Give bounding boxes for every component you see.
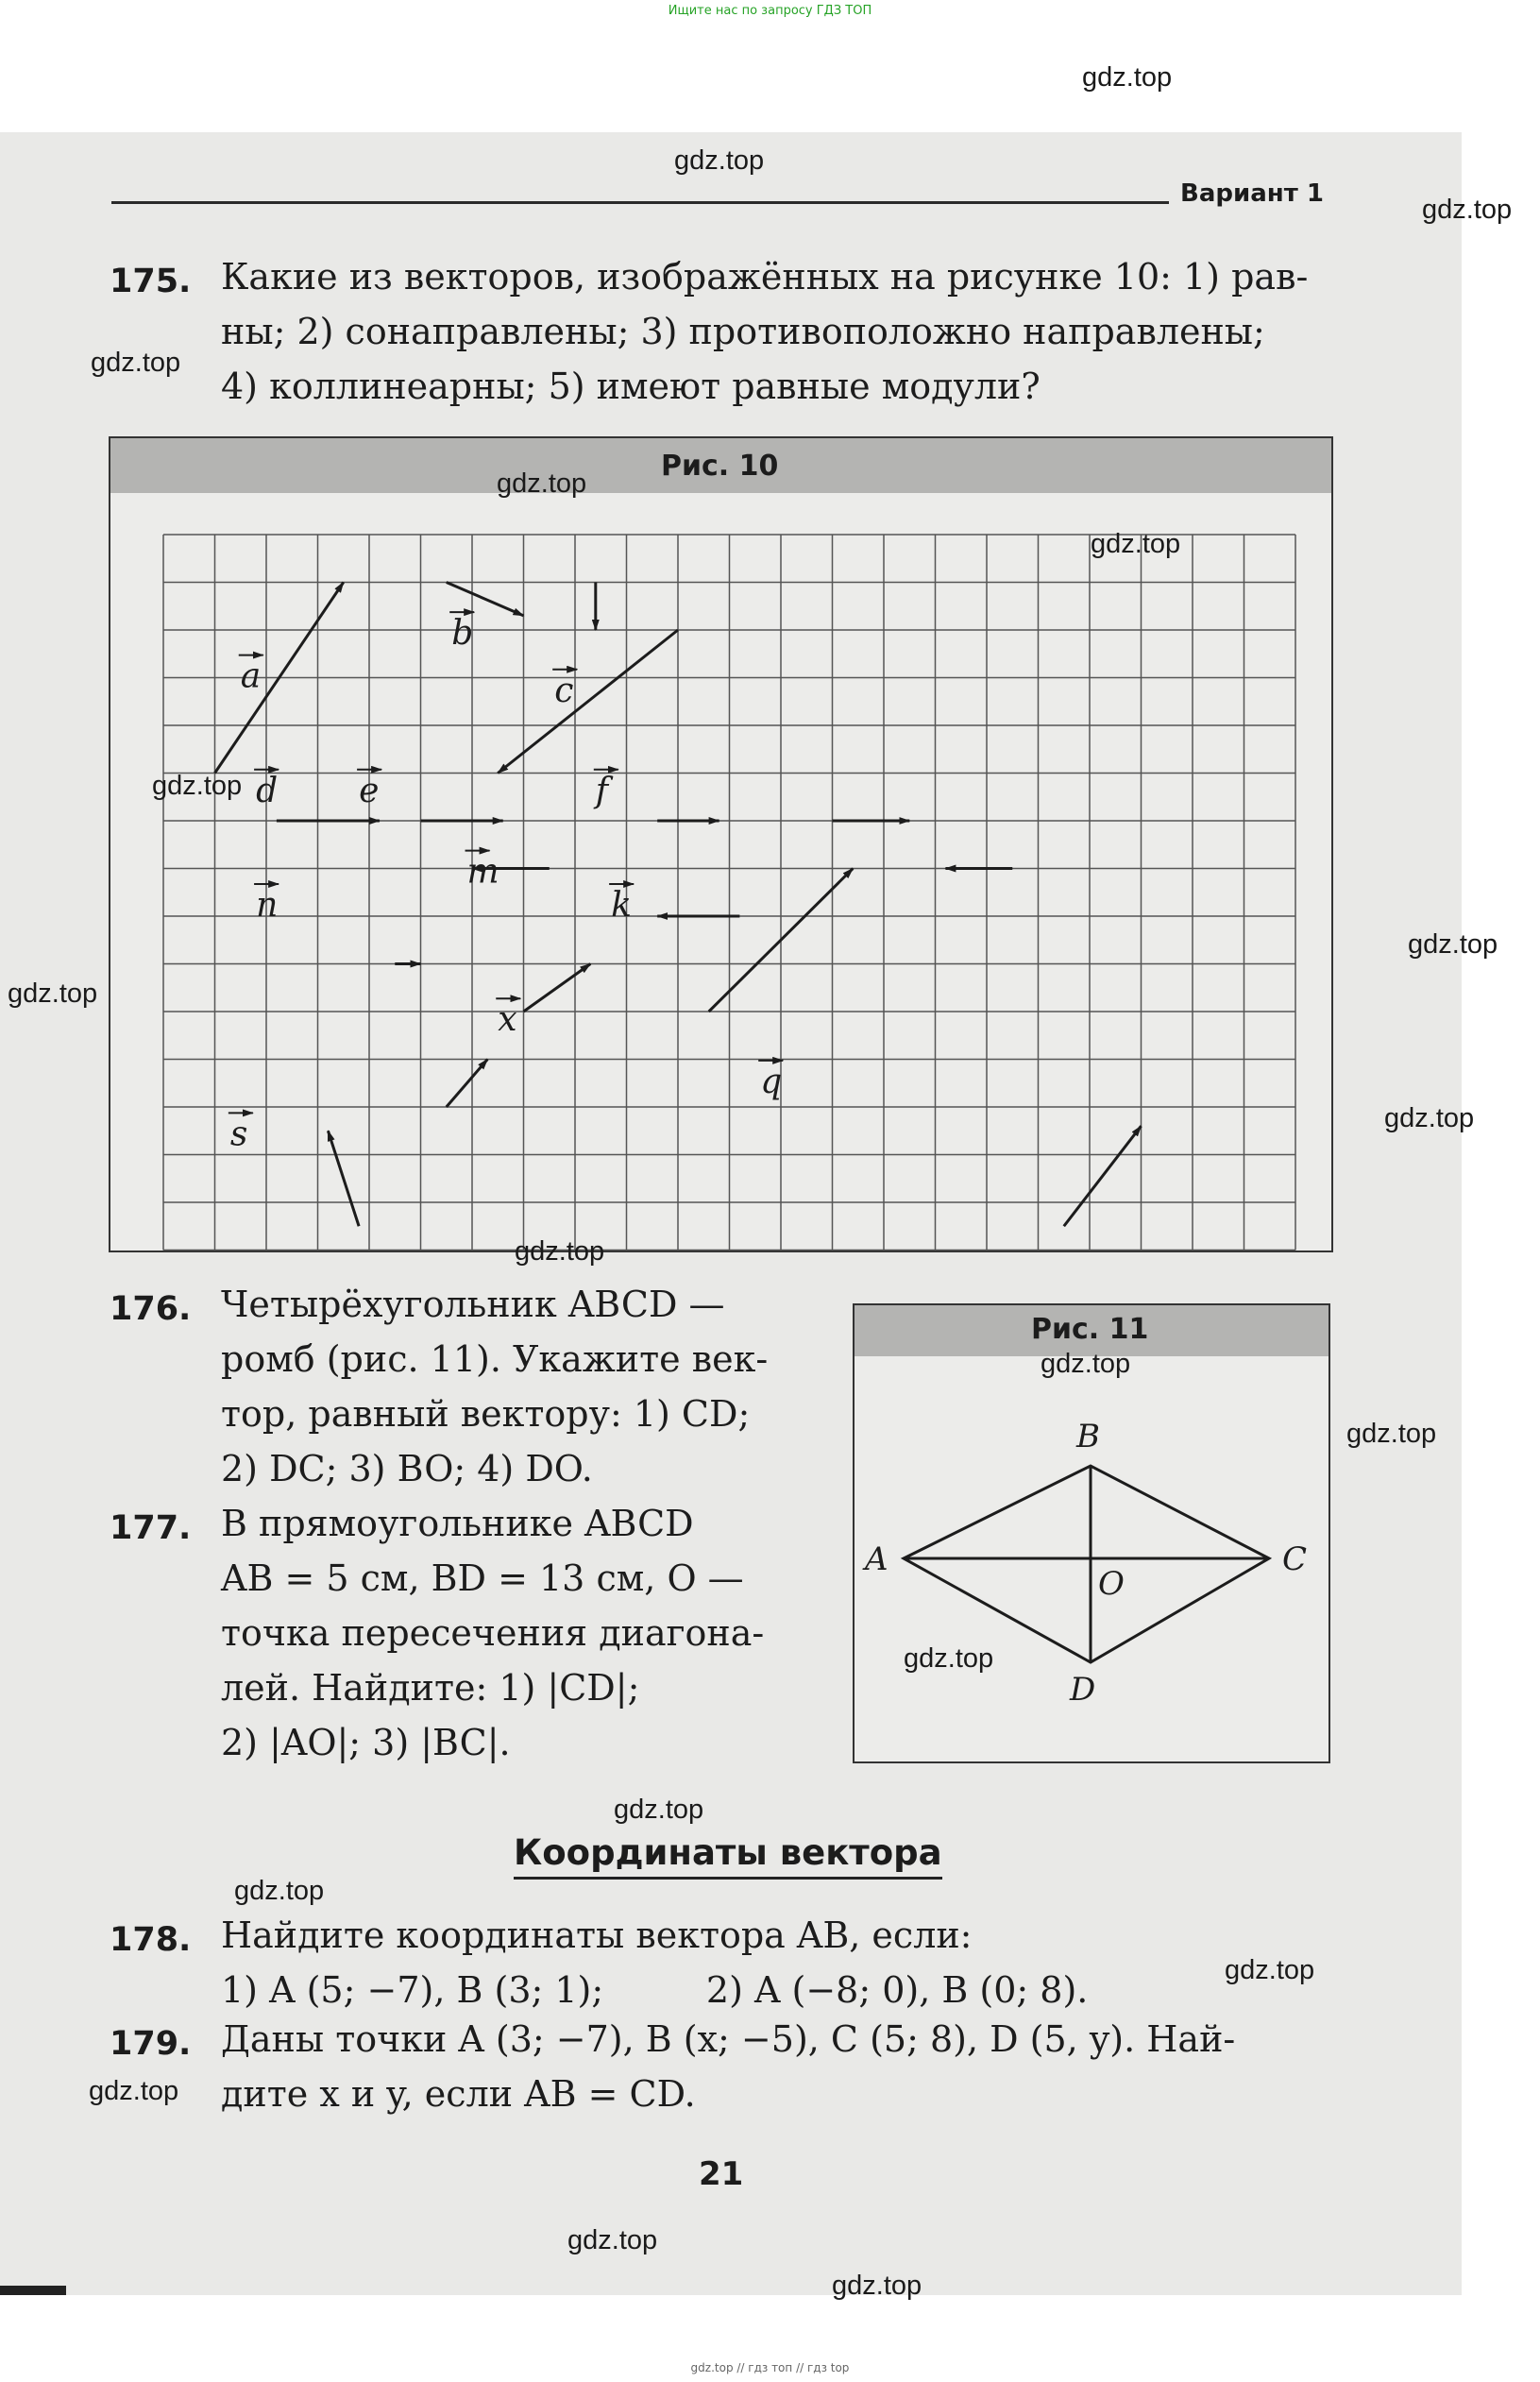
- top-note: Ищите нас по запросу ГДЗ ТОП: [668, 4, 872, 18]
- watermark: gdz.top: [1091, 529, 1181, 559]
- watermark: gdz.top: [515, 1236, 605, 1267]
- problem-number: 179.: [110, 2025, 192, 2063]
- vector-label: e: [359, 771, 380, 810]
- variant-label: Вариант 1: [1180, 179, 1324, 208]
- vector-label: x: [498, 1000, 517, 1040]
- problem-number: 177.: [110, 1509, 192, 1547]
- vector-label: c: [554, 671, 574, 710]
- problem-178-text: Найдите координаты вектора AB, если: 1) A (5; −7), B (3; 1); 2) A (−8; 0), B (0; 8).: [221, 1914, 1089, 2011]
- page-number: 21: [699, 2155, 744, 2193]
- figure-11-title: Рис. 11: [1031, 1313, 1149, 1346]
- watermark: gdz.top: [234, 1876, 325, 1906]
- watermark: gdz.top: [1041, 1349, 1131, 1379]
- problem-number: 175.: [110, 263, 192, 300]
- vector-label: q: [760, 1062, 783, 1101]
- problem-number: 178.: [110, 1921, 192, 1959]
- vector-label: a: [240, 656, 262, 696]
- problem-179-text: Даны точки A (3; −7), B (x; −5), C (5; 8), D (5, y). Най- дите x и y, если AB = CD.: [221, 2018, 1236, 2115]
- vector-label: d: [256, 771, 279, 810]
- vector-label: n: [256, 886, 279, 925]
- point-label: O: [1098, 1565, 1125, 1603]
- problem-175-text: Какие из векторов, изображённых на рисунке 10: 1) рав- ны; 2) сонаправлены; 3) противоположно направлены; 4) коллинеарны; 5) имеют равные модули?: [221, 256, 1309, 407]
- point-label: C: [1282, 1540, 1308, 1578]
- watermark: gdz.top: [497, 468, 587, 499]
- vector-label: b: [451, 614, 474, 654]
- watermark: gdz.top: [1384, 1103, 1475, 1133]
- watermark: gdz.top: [904, 1643, 994, 1674]
- watermark: gdz.top: [1408, 929, 1498, 960]
- problem-176-text: Четырёхугольник ABCD — ромб (рис. 11). Укажите век- тор, равный вектору: 1) CD; 2) DC; 3) BO; 4) DO.: [221, 1284, 769, 1489]
- watermark: gdz.top: [8, 978, 98, 1009]
- watermark: gdz.top: [614, 1795, 704, 1825]
- vector-label: k: [611, 886, 632, 925]
- problem-number: 176.: [110, 1290, 192, 1328]
- watermark: gdz.top: [832, 2271, 922, 2301]
- section-title: Координаты вектора: [514, 1832, 942, 1880]
- point-label: D: [1070, 1671, 1096, 1709]
- vector-label: m: [466, 852, 499, 892]
- point-label: B: [1076, 1418, 1100, 1455]
- watermark: gdz.top: [674, 145, 765, 176]
- watermark: gdz.top: [91, 348, 181, 378]
- vector-label: s: [229, 1114, 248, 1154]
- watermark: gdz.top: [1225, 1955, 1315, 1985]
- problem-177-text: В прямоугольнике ABCD AB = 5 см, BD = 13 см, O — точка пересечения диагона- лей. Найдите: 1) |CD|; 2) |AO|; 3) |BC|.: [221, 1503, 765, 1763]
- watermark: gdz.top: [89, 2076, 179, 2106]
- watermark: gdz.top: [1422, 195, 1513, 225]
- figure-10-title: Рис. 10: [661, 450, 779, 483]
- watermark: gdz.top: [1082, 62, 1173, 93]
- watermark: gdz.top: [152, 771, 243, 801]
- watermark: gdz.top: [567, 2225, 658, 2255]
- watermark: gdz.top: [1346, 1419, 1437, 1449]
- bottom-note: gdz.top // гдз топ // гдз top: [690, 2361, 850, 2374]
- vector-label: f: [595, 771, 609, 810]
- point-label: A: [865, 1540, 888, 1578]
